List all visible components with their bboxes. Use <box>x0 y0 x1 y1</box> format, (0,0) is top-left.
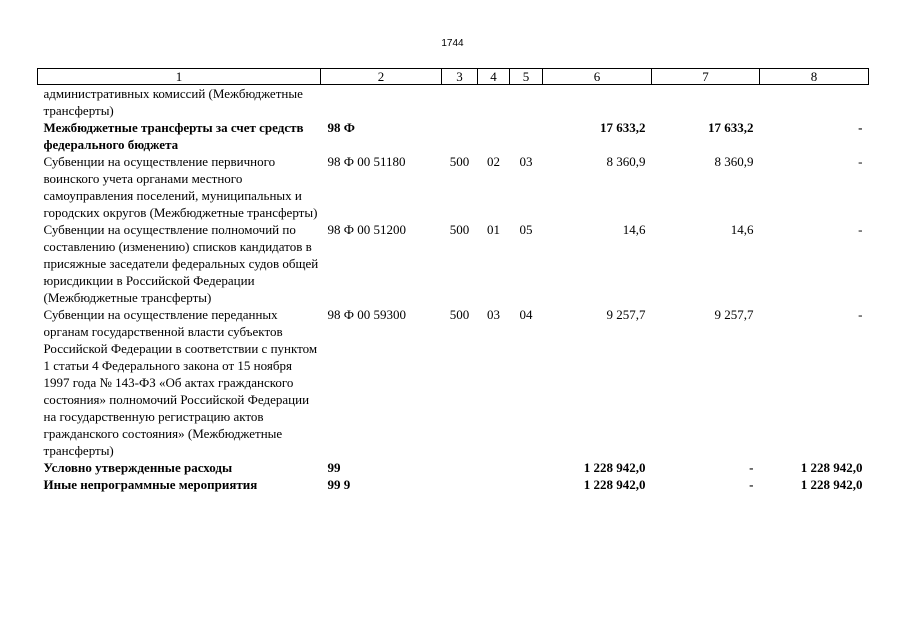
row-target-code: 98 Ф 00 51180 <box>327 154 406 169</box>
budget-table <box>37 68 869 493</box>
row-description: административных комиссий (Межбюджетные трансферты) <box>43 86 303 118</box>
row-amount-col8: - <box>858 154 863 169</box>
table-row <box>38 85 869 120</box>
row-subsection: 03 <box>519 154 533 169</box>
table-row <box>38 459 869 476</box>
row-description: Субвенции на осуществление первичного воинского учета органами местного самоуправления поселений, муниципальных и городских округов (Межбюджетные трансферты) <box>43 154 318 220</box>
table-row <box>38 476 869 493</box>
row-subsection <box>510 476 543 493</box>
row-expense-type: 500 <box>449 222 470 237</box>
header-col-1: 1 <box>38 69 321 85</box>
row-description: Субвенции на осуществление переданных органам государственной власти субъектов Российской Федерации в соответствии с пунктом 1 статьи 4 Федерального закона от 15 ноября 1997 года № 143-ФЗ «Об актах гражданского состояния» полномочий Российской Федерации на государственную регистрацию актов гражданского состояния» (Межбюджетные трансферты) <box>43 307 318 458</box>
row-target-code: 98 Ф 00 51200 <box>327 222 407 237</box>
row-target-code <box>321 85 442 120</box>
row-subsection <box>510 119 543 153</box>
header-col-7: 7 <box>652 69 760 85</box>
header-col-4: 4 <box>478 69 510 85</box>
row-amount-col7: - <box>749 477 754 492</box>
row-amount-col6 <box>543 85 652 120</box>
row-amount-col7: 8 360,9 <box>714 154 754 169</box>
row-amount-col7: 14,6 <box>730 222 754 237</box>
row-section <box>478 119 510 153</box>
row-amount-col6: 14,6 <box>622 222 646 237</box>
page-number: 1744 <box>441 38 464 49</box>
column-number-header <box>38 69 869 85</box>
row-subsection: 04 <box>519 307 533 322</box>
row-subsection <box>510 459 543 476</box>
table-row <box>38 306 869 459</box>
row-expense-type <box>442 459 478 476</box>
row-expense-type: 500 <box>449 307 470 322</box>
row-amount-col8: 1 228 942,0 <box>800 477 863 492</box>
row-amount-col7: 9 257,7 <box>714 307 754 322</box>
row-amount-col7: 17 633,2 <box>708 120 754 135</box>
row-subsection: 05 <box>519 222 533 237</box>
table-row <box>38 153 869 221</box>
row-amount-col8: - <box>858 120 863 135</box>
header-col-2: 2 <box>321 69 442 85</box>
row-subsection <box>510 85 543 120</box>
row-expense-type <box>442 476 478 493</box>
table-row <box>38 221 869 306</box>
row-amount-col6: 8 360,9 <box>606 154 646 169</box>
row-target-code: 99 9 <box>327 477 351 492</box>
row-description: Условно утвержденные расходы <box>43 460 233 475</box>
header-col-5: 5 <box>510 69 543 85</box>
row-description: Субвенции на осуществление полномочий по составлению (изменению) списков кандидатов в присяжные заседатели федеральных судов общей юрисдикции в Российской Федерации (Межбюджетные трансферты) <box>43 222 319 305</box>
row-section <box>478 85 510 120</box>
header-col-3: 3 <box>442 69 478 85</box>
table-row <box>38 119 869 153</box>
row-amount-col8: - <box>858 307 863 322</box>
row-target-code: 99 <box>327 460 341 475</box>
row-target-code: 98 Ф <box>327 120 355 135</box>
row-section <box>478 476 510 493</box>
row-amount-col6: 9 257,7 <box>606 307 646 322</box>
header-col-6: 6 <box>543 69 652 85</box>
row-amount-col6: 1 228 942,0 <box>583 477 646 492</box>
header-col-8: 8 <box>760 69 869 85</box>
row-expense-type <box>442 119 478 153</box>
row-description: Иные непрограммные мероприятия <box>43 477 258 492</box>
row-target-code: 98 Ф 00 59300 <box>327 307 407 322</box>
row-amount-col6: 1 228 942,0 <box>583 460 646 475</box>
row-amount-col7: - <box>749 460 754 475</box>
row-section <box>478 459 510 476</box>
row-section: 03 <box>487 307 500 322</box>
row-amount-col6: 17 633,2 <box>600 120 646 135</box>
row-amount-col8 <box>760 85 869 120</box>
row-amount-col8: - <box>858 222 863 237</box>
row-description: Межбюджетные трансферты за счет средств федерального бюджета <box>43 120 304 152</box>
row-expense-type <box>442 85 478 120</box>
row-section: 01 <box>487 222 500 237</box>
row-section: 02 <box>487 154 500 169</box>
row-amount-col7 <box>652 85 760 120</box>
row-amount-col8: 1 228 942,0 <box>800 460 863 475</box>
row-expense-type: 500 <box>449 154 470 169</box>
